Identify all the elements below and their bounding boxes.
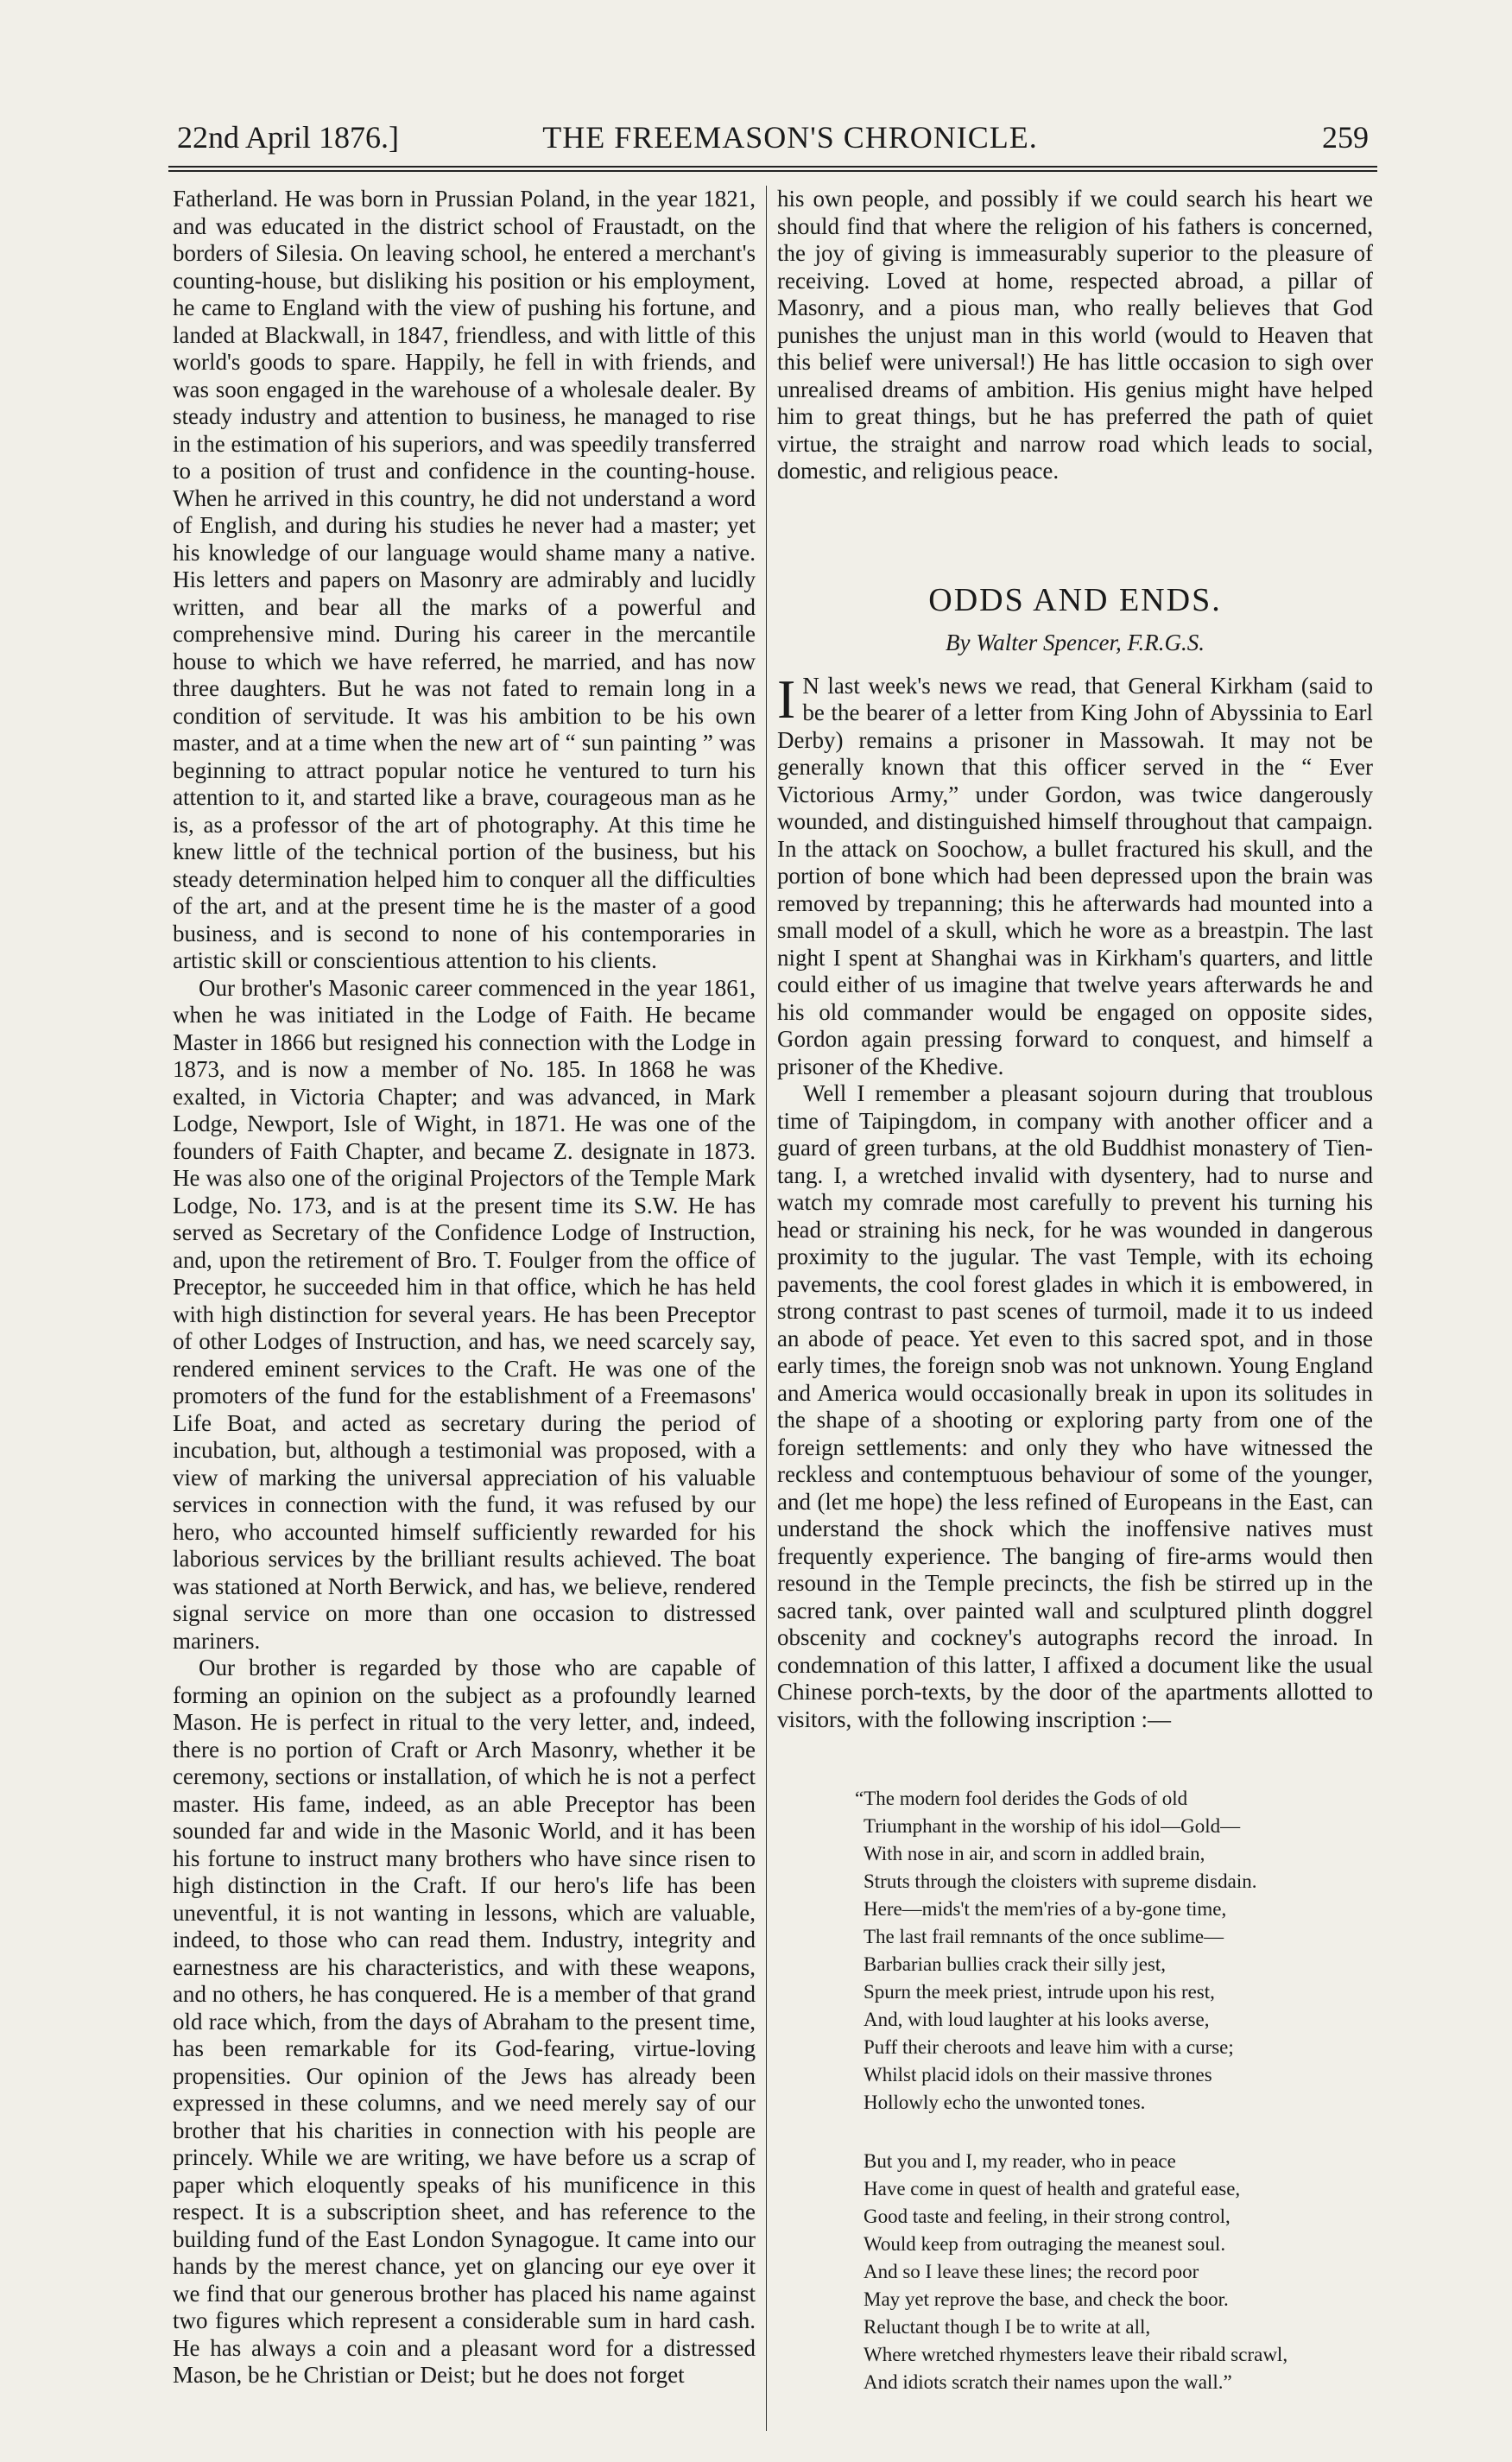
- left-paragraph-1: Fatherland. He was born in Prussian Poland, in the year 1821, and was educated in the district school of Fraustadt, on the borders of Silesia. On leaving school, he entered a merchant's counting-house, but disliking his position or his employment, he came to England with the view of pushing his fortune, and landed at Blackwall, in 1847, friendless, and with little of this world's goods to spare. Happily, he fell in with friends, and was soon engaged in the warehouse of a wholesale dealer. By steady industry and attention to business, he managed to rise in the estimation of his superiors, and was speedily transferred to a position of trust and confidence in the counting-house. When he arrived in this country, he did not understand a word of English, and during his studies he never had a master; yet his knowledge of our language would shame many a native. His letters and papers on Masonry are admirably and lucidly written, and bear all the marks of a powerful and comprehensive mind. During his career in the mercantile house to which we have referred, he married, and has now three daughters. But he was not fated to remain long in a condition of servitude. It was his ambition to be his own master, and at a time when the new art of “ sun painting ” was beginning to attract popular notice he ventured to turn his attention to it, and started like a brave, courageous man as he is, as a professor of the art of photography. At this time he knew little of the technical portion of the business, but his steady determination helped him to conquer all the difficulties of the art, and at the present time he is the master of a good business, and is second to none of his contemporaries in artistic skill or conscientious attention to his clients.: [173, 186, 756, 973]
- poem-line: And idiots scratch their names upon the wall.”: [864, 2371, 1232, 2393]
- header-page-number: 259: [1322, 120, 1369, 155]
- poem-line: Where wretched rhymesters leave their ribald scrawl,: [864, 2344, 1288, 2365]
- poem-line: Barbarian bullies crack their silly jest,: [864, 1953, 1166, 1975]
- right-continuation: his own people, and possibly if we could search his heart we should find that where the religion of his fathers is concerned, the joy of giving is immeasurably superior to the pleasure of receiving. Loved at home, respected abroad, a pillar of Masonry, and a pious man, who really believes that God punishes the unjust man in this world (would to Heaven that this belief were universal!) He has little occasion to sigh over unrealised dreams of ambition. His genius might have helped him to great things, but he has preferred the path of quiet virtue, the straight and narrow road which leads to social, domestic, and religious peace.: [777, 186, 1373, 484]
- article-paragraph-2: Well I remember a pleasant sojourn during that troublous time of Taipingdom, in company with another officer and a guard of green turbans, at the old Buddhist monastery of Tien-tang. I, a wretched invalid with dysentery, had to nurse and watch my comrade most carefully to prevent his turning his head or straining his neck, for he was wounded in dangerous proximity to the jugular. The vast Temple, with its echoing pavements, the cool forest glades in which it is embowered, in strong contrast to past scenes of turmoil, made it to us indeed an abode of peace. Yet even to this sacred spot, and in those early times, the foreign snob was not unknown. Young England and America would occasionally break in upon its solitudes in the shape of a shooting or exploring party from one of the foreign settlements: and only they who have witnessed the reckless and contemptuous behaviour of some of the younger, and (let me hope) the less refined of Europeans in the East, can understand the shock which the inoffensive natives must frequently experience. The banging of fire-arms would then resound in the Temple precincts, the fish be stirred up in the sacred tank, over painted wall and sculptured plinth doggrel obscenity and cockney's autographs record the inroad. In condemnation of this latter, I affixed a document like the usual Chinese porch-texts, by the door of the apartments allotted to visitors, with the following inscription :—: [777, 1080, 1373, 1732]
- section-title: ODDS AND ENDS.: [928, 581, 1222, 618]
- poem: [855, 1785, 1373, 2396]
- poem-line: Spurn the meek priest, intrude upon his rest,: [864, 1981, 1215, 2003]
- left-column: [173, 186, 756, 2389]
- poem-line: Puff their cheroots and leave him with a curse;: [864, 2036, 1234, 2058]
- header-rule-top: [168, 166, 1377, 168]
- poem-line: Have come in quest of health and grateful ease,: [864, 2178, 1241, 2199]
- poem-line: Hollowly echo the unwonted tones.: [864, 2092, 1146, 2113]
- article-paragraph-1-text: N last week's news we read, that General Kirkham (said to be the bearer of a letter from King John of Abyssinia to Earl Derby) remains a prisoner in Massowah. It may not be generally known that this officer served in the “ Ever Victorious Army,” under Gordon, was twice dangerously wounded, and distinguished himself throughout that campaign. In the attack on Soochow, a bullet fractured his skull, and the portion of bone which had been depressed upon the brain was removed by trepanning; this he afterwards had mounted into a small model of a skull, which he wore as a breastpin. The last night I spent at Shanghai was in Kirkham's quarters, and little could either of us imagine that twelve years afterwards he and his old commander would be engaged on opposite sides, Gordon again pressing forward to conquest, and himself a prisoner of the Khedive.: [777, 672, 1373, 1079]
- poem-line: The last frail remnants of the once sublime—: [864, 1926, 1224, 1947]
- poem-line: And so I leave these lines; the record poor: [864, 2261, 1199, 2282]
- poem-line: Here—mids't the mem'ries of a by-gone time,: [864, 1898, 1227, 1920]
- poem-line: Reluctant though I be to write at all,: [864, 2316, 1151, 2338]
- article-paragraph-1: [777, 668, 1373, 1081]
- poem-line: Triumphant in the worship of his idol—Gold—: [864, 1815, 1241, 1837]
- poem-line: Whilst placid idols on their massive thrones: [864, 2064, 1212, 2085]
- column-divider: [766, 186, 767, 2431]
- poem-line: With nose in air, and scorn in addled brain,: [864, 1843, 1205, 1864]
- byline: By Walter Spencer, F.R.G.S.: [946, 630, 1205, 655]
- poem-line: But you and I, my reader, who in peace: [864, 2150, 1176, 2172]
- poem-line: “The modern fool derides the Gods of old: [855, 1788, 1188, 1809]
- poem-stanza-1: [855, 1785, 1373, 2117]
- poem-stanza-2: [864, 2148, 1373, 2396]
- drop-cap: I: [777, 668, 796, 730]
- left-paragraph-3: Our brother is regarded by those who are capable of forming an opinion on the subject as a profoundly learned Mason. He is perfect in ritual to the very letter, and, indeed, there is no portion of Craft or Arch Masonry, whether it be ceremony, sections or installation, of which he is not a perfect master. His fame, indeed, as an able Preceptor has been sounded far and wide in the Masonic World, and it has been his fortune to instruct many brothers who have since risen to high distinction in the Craft. If our hero's life has been uneventful, it is not wanting in lessons, which are valuable, indeed, to those who can read them. Industry, integrity and earnestness are his characteristics, and with these weapons, and no others, he has conquered. He is a member of that grand old race which, from the days of Abraham to the present time, has been remarkable for its God-fearing, virtue-loving propensities. Our opinion of the Jews has already been expressed in these columns, and we need merely say of our brother that his charities in connection with his people are princely. While we are writing, we have before us a scrap of paper which eloquently speaks of his munificence in this respect. It is a subscription sheet, and has reference to the building fund of the East London Synagogue. It came into our hands by the merest chance, yet on glancing our eye over it we find that our generous brother has placed his name against two figures which represent a considerable sum in hard cash. He has always a coin and a pleasant word for a distressed Mason, be he Christian or Deist; but he does not forget: [173, 1655, 756, 2388]
- right-column: [777, 186, 1373, 2396]
- header-title: THE FREEMASON'S CHRONICLE.: [542, 120, 1038, 155]
- poem-line: And, with loud laughter at his looks averse,: [864, 2009, 1210, 2030]
- left-paragraph-2: Our brother's Masonic career commenced in the year 1861, when he was initiated in the Lodge of Faith. He became Master in 1866 but resigned his connection with the Lodge in 1873, and is now a member of No. 185. In 1868 he was exalted, in Victoria Chapter; and was advanced, in Mark Lodge, Newport, Isle of Wight, in 1871. He was one of the founders of Faith Chapter, and became Z. designate in 1873. He was also one of the original Projectors of the Temple Mark Lodge, No. 173, and is at the present time its S.W. He has served as Secretary of the Confidence Lodge of Instruction, and, upon the retirement of Bro. T. Foulger from the office of Preceptor, he succeeded him in that office, which he has held with high distinction for several years. He has been Preceptor of other Lodges of Instruction, and has, we need scarcely say, rendered eminent services to the Craft. He was one of the promoters of the fund for the establishment of a Freemasons' Life Boat, and acted as secretary during the period of incubation, but, although a testimonial was proposed, with a view of marking the universal appreciation of his valuable services in connection with the fund, it was refused by our hero, who accounted himself sufficiently rewarded for his laborious services by the brilliant results achieved. The boat was stationed at North Berwick, and has, we believe, rendered signal service on more than one occasion to distressed mariners.: [173, 974, 756, 1654]
- poem-line: Struts through the cloisters with supreme disdain.: [864, 1870, 1257, 1892]
- poem-line: May yet reprove the base, and check the boor.: [864, 2288, 1229, 2310]
- poem-line: Good taste and feeling, in their strong control,: [864, 2206, 1230, 2227]
- poem-line: Would keep from outraging the meanest soul.: [864, 2233, 1226, 2255]
- header-rule-bottom: [168, 170, 1377, 172]
- header-date: 22nd April 1876.]: [177, 120, 399, 155]
- page-header: [168, 111, 1377, 162]
